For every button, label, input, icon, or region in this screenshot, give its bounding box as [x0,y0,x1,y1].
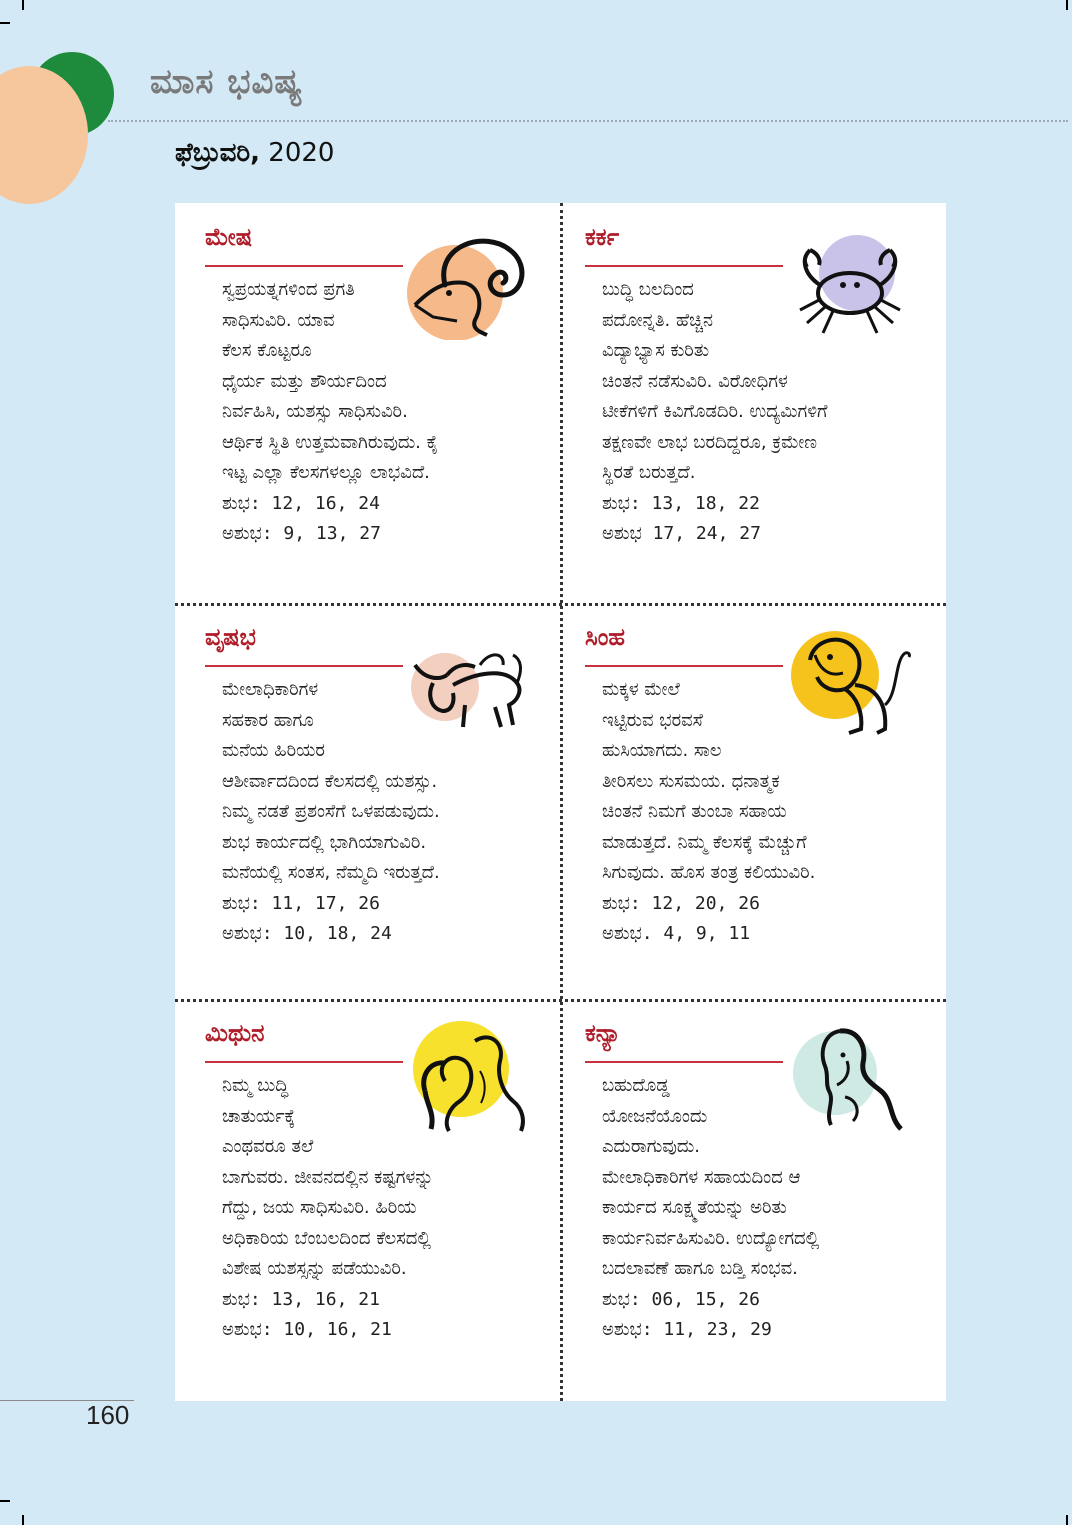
forecast-line: ಚಿಂತನೆ ನಡೆಸುವಿರಿ. ವಿರೋಧಿಗಳ [602,370,788,392]
forecast-line: ಬಾಗುವರು. ಜೀವನದಲ್ಲಿನ ಕಷ್ಟಗಳನ್ನು [222,1166,434,1188]
sign-card-karka [555,203,935,595]
forecast-line: ಅಧಿಕಾರಿಯ ಬೆಂಬಲದಿಂದ ಕೆಲಸದಲ್ಲಿ [222,1227,431,1249]
forecast-line: ಇಟ್ಟಿರುವ ಭರವಸೆ [602,709,703,731]
forecast-line: ಗೆದ್ದು, ಜಯ ಸಾಧಿಸುವಿರಿ. ಹಿರಿಯ [222,1197,417,1218]
forecast-line: ಎದುರಾಗುವುದು. [602,1136,700,1157]
lucky-dates: ಶುಭ: 12, 16, 24 [222,492,380,514]
lucky-dates: ಶುಭ: 12, 20, 26 [602,892,760,914]
unlucky-dates: ಅಶುಭ: 11, 23, 29 [602,1319,772,1340]
sign-title-rule [205,665,403,667]
sign-title: ವೃಷಭ [205,623,256,651]
sign-title: ಸಿಂಹ [585,623,626,651]
sign-card-mithuna [175,999,555,1391]
sign-card-kanya [555,999,935,1391]
sign-title-rule [205,265,403,267]
sign-body [602,1071,917,1346]
forecast-line: ಸ್ಥಿರತೆ ಬರುತ್ತದೆ. [602,462,696,483]
sign-body [222,1071,537,1346]
forecast-line: ಶುಭ ಕಾರ್ಯದಲ್ಲಿ ಭಾಗಿಯಾಗುವಿರಿ. [222,831,427,853]
forecast-line: ಮಕ್ಕಳ ಮೇಲೆ [602,679,680,700]
forecast-line: ವಿದ್ಯಾಭ್ಯಾಸ ಕುರಿತು [602,340,710,361]
forecast-line: ಹುಸಿಯಾಗದು. ಸಾಲ [602,740,722,761]
forecast-line: ಪದೋನ್ನತಿ. ಹೆಚ್ಚಿನ [602,309,714,331]
forecast-line: ಆಶೀರ್ವಾದದಿಂದ ಕೆಲಸದಲ್ಲಿ ಯಶಸ್ಸು. [222,770,438,792]
forecast-line: ಕೆಲಸ ಕೊಟ್ಟರೂ [222,340,312,361]
page-number: 160 [86,1400,130,1430]
forecast-line: ಟೀಕೆಗಳಿಗೆ ಕಿವಿಗೊಡದಿರಿ. ಉದ್ಯಮಿಗಳಿಗೆ [602,401,828,422]
page-subtitle [175,138,334,169]
lucky-dates: ಶುಭ: 11, 17, 26 [222,892,380,914]
unlucky-dates: ಅಶುಭ: 10, 18, 24 [222,923,392,944]
lucky-dates: ಶುಭ: 06, 15, 26 [602,1288,760,1310]
forecast-line: ತಕ್ಷಣವೇ ಲಾಭ ಬರದಿದ್ದರೂ, ಕ್ರಮೇಣ [602,431,817,453]
forecast-line: ಸಿಗುವುದು. ಹೊಸ ತಂತ್ರ ಕಲಿಯುವಿರಿ. [602,862,816,883]
forecast-line: ಚಾತುರ್ಯಕ್ಕೆ [222,1105,296,1127]
crop-mark [0,22,10,24]
title-divider [108,120,1068,122]
sign-card-simha [555,603,935,995]
forecast-line: ವಿಶೇಷ ಯಶಸ್ಸನ್ನು ಪಡೆಯುವಿರಿ. [222,1258,407,1279]
unlucky-dates: ಅಶುಭ: 9, 13, 27 [222,523,381,544]
forecast-line: ಕಾರ್ಯನಿರ್ವಹಿಸುವಿರಿ. ಉದ್ಯೋಗದಲ್ಲಿ [602,1227,820,1249]
page-title: ಮಾಸ ಭವಿಷ್ಯ [150,62,304,102]
sign-body [602,675,917,950]
forecast-line: ಇಟ್ಟ ಎಲ್ಲಾ ಕೆಲಸಗಳಲ್ಲೂ ಲಾಭವಿದೆ. [222,462,430,483]
forecast-line: ಚಿಂತನೆ ನಿಮಗೆ ತುಂಬಾ ಸಹಾಯ [602,801,787,822]
forecast-line: ಬದಲಾವಣೆ ಹಾಗೂ ಬಡ್ತಿ ಸಂಭವ. [602,1258,798,1279]
forecast-line: ಧೈರ್ಯ ಮತ್ತು ಶೌರ್ಯದಿಂದ [222,370,387,392]
sign-card-vrushabha [175,603,555,995]
forecast-line: ಯೋಜನೆಯೊಂದು [602,1105,708,1127]
forecast-line: ಸ್ವಪ್ರಯತ್ನಗಳಿಂದ ಪ್ರಗತಿ [222,279,355,300]
forecast-line: ಮೇಲಾಧಿಕಾರಿಗಳ [222,679,319,700]
horoscope-panel [175,203,946,1401]
crop-mark [22,1515,24,1525]
forecast-line: ನಿರ್ವಹಿಸಿ, ಯಶಸ್ಸು ಸಾಧಿಸುವಿರಿ. [222,401,408,422]
sign-title: ಕನ್ಯಾ [585,1019,621,1047]
forecast-line: ಮೇಲಾಧಿಕಾರಿಗಳ ಸಹಾಯದಿಂದ ಆ [602,1166,801,1188]
sign-title: ಮೇಷ [205,223,253,251]
sign-body [602,275,917,550]
forecast-line: ಸಹಕಾರ ಹಾಗೂ [222,709,314,731]
forecast-line: ಎಂಥವರೂ ತಲೆ [222,1136,314,1157]
sign-title-rule [205,1061,403,1063]
crop-mark [1066,1515,1068,1525]
forecast-line: ತೀರಿಸಲು ಸುಸಮಯ. ಧನಾತ್ಮಕ [602,770,780,792]
forecast-line: ಕಾರ್ಯದ ಸೂಕ್ಷ್ಮತೆಯನ್ನು ಅರಿತು [602,1197,787,1218]
forecast-line: ಬಹುದೊಡ್ಡ [602,1075,670,1096]
year-label: 2020 [268,138,335,168]
sign-title-rule [585,265,783,267]
sign-title-rule [585,1061,783,1063]
forecast-line: ಆರ್ಥಿಕ ಸ್ಥಿತಿ ಉತ್ತಮವಾಗಿರುವುದು. ಕೈ [222,431,439,453]
sign-title: ಮಿಥುನ [205,1019,265,1047]
crop-mark [22,0,24,10]
forecast-line: ಬುದ್ಧಿ ಬಲದಿಂದ [602,279,694,300]
forecast-line: ನಿಮ್ಮ ನಡತೆ ಪ್ರಶಂಸೆಗೆ ಒಳಪಡುವುದು. [222,801,440,822]
lucky-dates: ಶುಭ: 13, 16, 21 [222,1288,380,1310]
forecast-line: ಮನೆಯ ಹಿರಿಯರ [222,740,325,761]
forecast-line: ಮಾಡುತ್ತದೆ. ನಿಮ್ಮ ಕೆಲಸಕ್ಕೆ ಮೆಚ್ಚುಗೆ [602,831,807,853]
sign-title: ಕರ್ಕ [585,223,620,251]
lucky-dates: ಶುಭ: 13, 18, 22 [602,492,760,514]
sign-card-mesha [175,203,555,595]
sign-title-rule [585,665,783,667]
forecast-line: ನಿಮ್ಮ ಬುದ್ಧಿ [222,1075,289,1096]
forecast-line: ಸಾಧಿಸುವಿರಿ. ಯಾವ [222,309,335,331]
unlucky-dates: ಅಶುಭ. 4, 9, 11 [602,923,751,944]
month-label: ಫೆಬ್ರುವರಿ, [175,138,261,168]
unlucky-dates: ಅಶುಭ: 10, 16, 21 [222,1319,392,1340]
sign-body [222,275,537,550]
crop-mark [1066,0,1068,10]
sign-body [222,675,537,950]
forecast-line: ಮನೆಯಲ್ಲಿ ಸಂತಸ, ನೆಮ್ಮದಿ ಇರುತ್ತದೆ. [222,862,440,883]
unlucky-dates: ಅಶುಭ 17, 24, 27 [602,523,761,544]
crop-mark [0,1500,10,1502]
